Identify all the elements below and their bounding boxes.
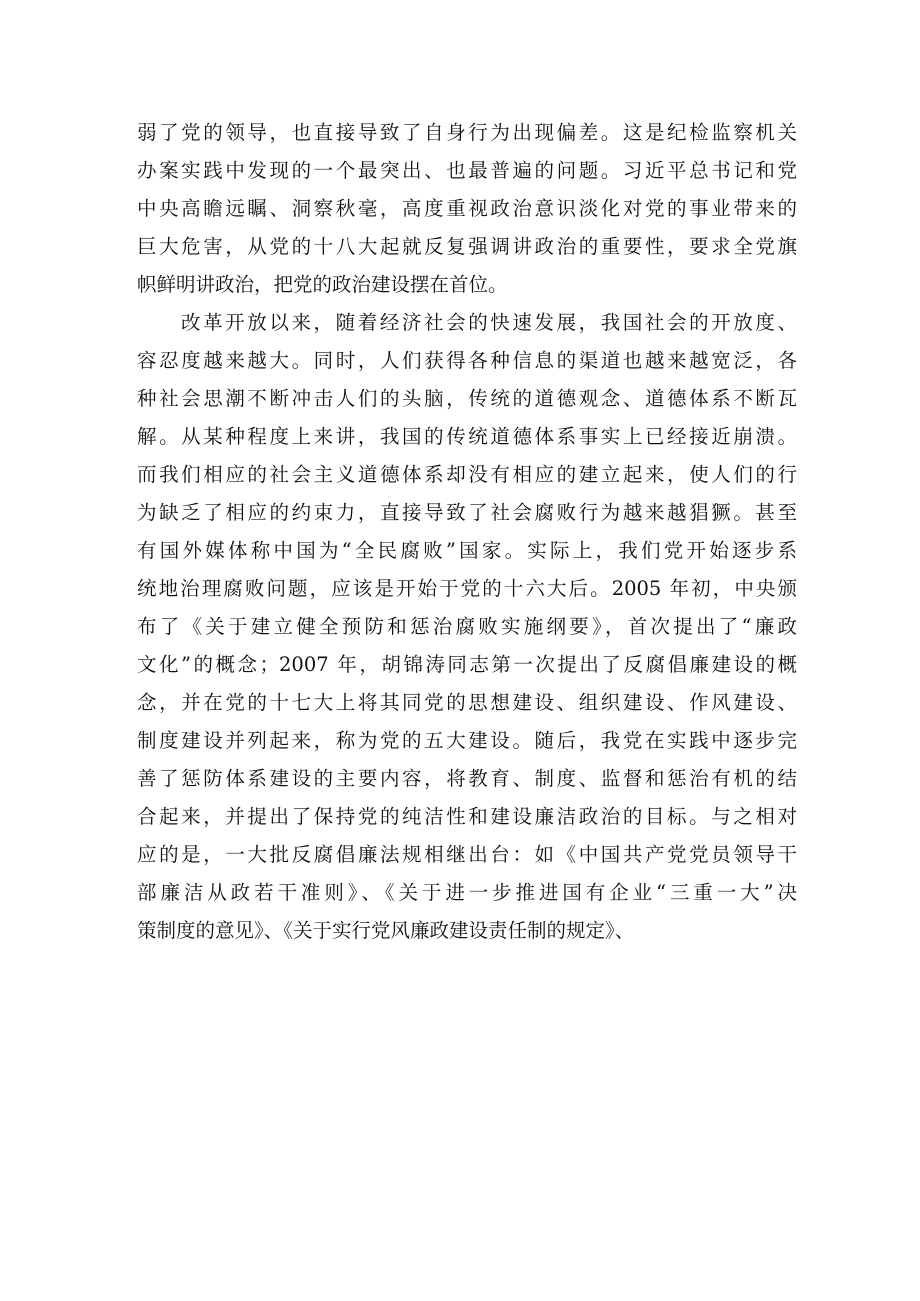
text-line: 文化”的概念；2007 年，胡锦涛同志第一次提出了反腐倡廉建设的概 — [137, 653, 797, 676]
text-line: 中央高瞻远瞩、洞察秋毫，高度重视政治意识淡化对党的事业带来的 — [137, 197, 797, 220]
text-line: 容忍度越来越大。同时，人们获得各种信息的渠道也越来越宽泛，各 — [137, 349, 797, 372]
body-text — [137, 114, 797, 950]
text-line: 改革开放以来，随着经济社会的快速发展，我国社会的开放度、 — [181, 311, 797, 334]
text-line: 策制度的意见》、《关于实行党风廉政建设责任制的规定》、 — [137, 919, 635, 942]
text-line: 解。从某种程度上来讲，我国的传统道德体系事实上已经接近崩溃。 — [137, 425, 797, 448]
text-line: 部廉洁从政若干准则》、《关于进一步推进国有企业“三重一大”决 — [137, 881, 797, 904]
text-line: 念，并在党的十七大上将其同党的思想建设、组织建设、作风建设、 — [137, 691, 797, 714]
text-line: 帜鲜明讲政治，把党的政治建设摆在首位。 — [137, 273, 508, 296]
text-line: 为缺乏了相应的约束力，直接导致了社会腐败行为越来越猖獗。甚至 — [137, 501, 797, 524]
text-line: 弱了党的领导，也直接导致了自身行为出现偏差。这是纪检监察机关 — [137, 121, 797, 144]
text-line: 布了《关于建立健全预防和惩治腐败实施纲要》，首次提出了“廉政 — [137, 615, 797, 638]
text-line: 善了惩防体系建设的主要内容，将教育、制度、监督和惩治有机的结 — [137, 767, 797, 790]
text-line: 办案实践中发现的一个最突出、也最普遍的问题。习近平总书记和党 — [137, 159, 797, 182]
text-line: 制度建设并列起来，称为党的五大建设。随后，我党在实践中逐步完 — [137, 729, 797, 752]
text-line: 种社会思潮不断冲击人们的头脑，传统的道德观念、道德体系不断瓦 — [137, 387, 797, 410]
text-line: 统地治理腐败问题，应该是开始于党的十六大后。2005 年初，中央颁 — [137, 577, 797, 600]
paragraph-2 — [137, 304, 797, 950]
text-line: 应的是，一大批反腐倡廉法规相继出台：如《中国共产党党员领导干 — [137, 843, 797, 866]
text-line: 有国外媒体称中国为“全民腐败”国家。实际上，我们党开始逐步系 — [137, 539, 797, 562]
text-line: 合起来，并提出了保持党的纯洁性和建设廉洁政治的目标。与之相对 — [137, 805, 797, 828]
text-line: 巨大危害，从党的十八大起就反复强调讲政治的重要性，要求全党旗 — [137, 235, 797, 258]
text-line: 而我们相应的社会主义道德体系却没有相应的建立起来，使人们的行 — [137, 463, 797, 486]
paragraph-1 — [137, 114, 797, 304]
